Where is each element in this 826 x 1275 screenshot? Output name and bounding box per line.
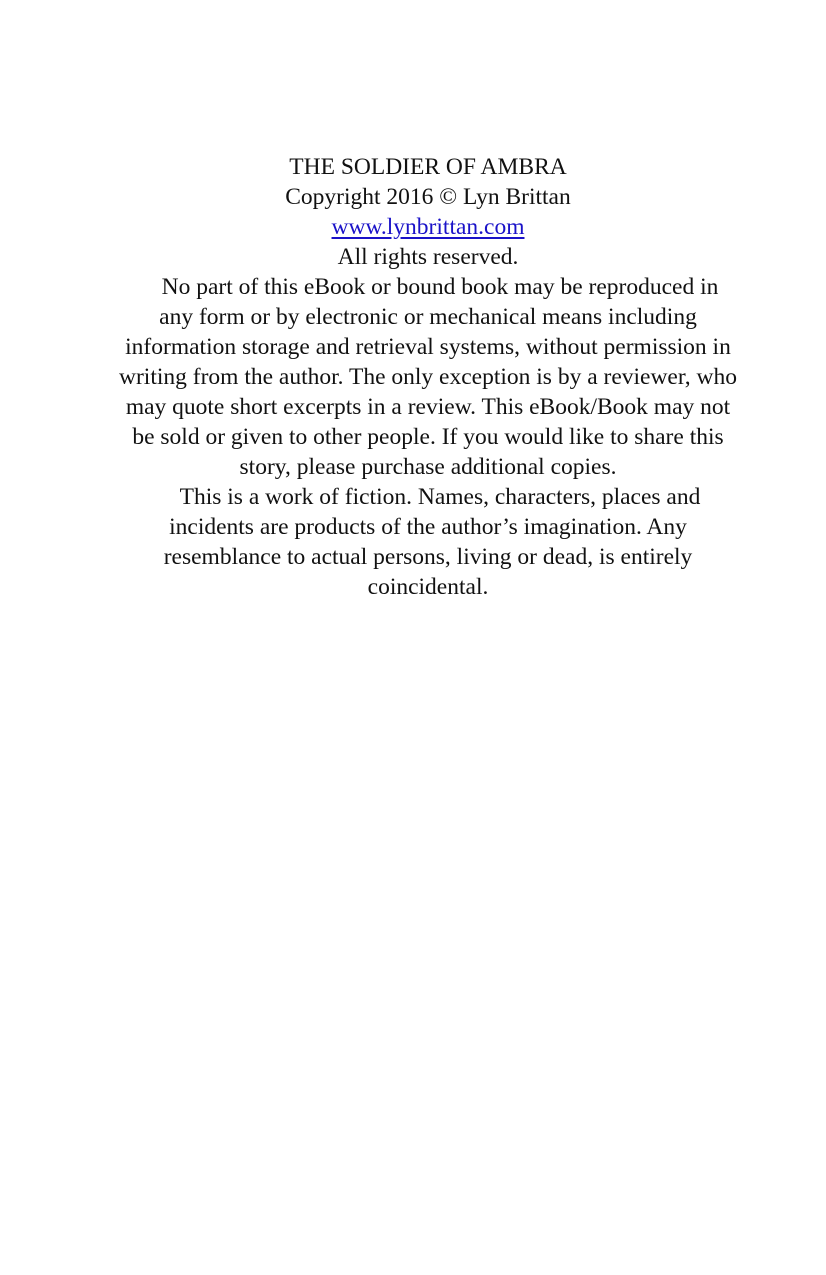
rights-reserved: All rights reserved. — [337, 244, 519, 270]
copyright-line: Copyright 2016 © Lyn Brittan — [285, 184, 571, 210]
website-link[interactable]: www.lynbrittan.com — [331, 214, 525, 240]
website-line — [110, 212, 746, 242]
reproduction-notice: No part of this eBook or bound book may be reproduced in any form or by electronic or mechanical means including information storage and retrieval systems, without permission in writing from the author. The only exception is by a reviewer, who may quote short excerpts in a review. This eBook/Book may not be sold or given to other people. If you would like to share this story, please purchase additional copies. — [119, 274, 737, 480]
copyright-page-block — [110, 152, 746, 602]
fiction-disclaimer: This is a work of fiction. Names, characters, places and incidents are products of the author’s imagination. Any resemblance to actual persons, living or dead, is entirely coincidental. — [163, 484, 701, 600]
book-title: THE SOLDIER OF AMBRA — [289, 154, 567, 180]
